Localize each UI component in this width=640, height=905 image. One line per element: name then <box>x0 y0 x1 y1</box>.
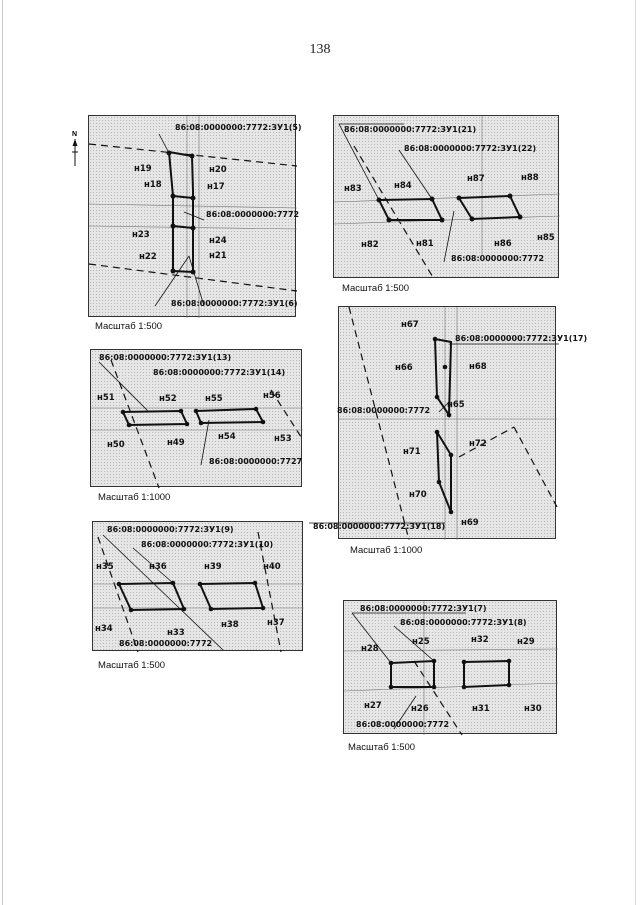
svg-text:н28: н28 <box>361 644 379 654</box>
svg-text:н82: н82 <box>361 240 379 250</box>
map-panel-6 <box>343 600 557 734</box>
svg-text:86:08:0000000:7772:ЗУ1(14): 86:08:0000000:7772:ЗУ1(14) <box>153 368 286 377</box>
svg-text:н49: н49 <box>167 438 185 448</box>
svg-text:н36: н36 <box>149 562 167 572</box>
svg-text:86:08:0000000:7772:ЗУ1(6): 86:08:0000000:7772:ЗУ1(6) <box>171 299 298 308</box>
map-5-scale: Масштаб 1:500 <box>98 660 166 671</box>
svg-text:н24: н24 <box>209 236 227 246</box>
map-3-drawing <box>91 350 303 488</box>
map-panel-1 <box>88 115 302 317</box>
svg-text:н51: н51 <box>97 393 115 403</box>
svg-text:н33: н33 <box>167 628 185 638</box>
svg-text:86:08:0000000:7772: 86:08:0000000:7772 <box>356 720 450 729</box>
svg-text:н52: н52 <box>159 394 177 404</box>
map-panel-5 <box>92 521 303 651</box>
svg-text:86:08:0000000:7772:ЗУ1(8): 86:08:0000000:7772:ЗУ1(8) <box>400 618 527 627</box>
north-arrow-icon <box>71 128 79 168</box>
svg-text:н50: н50 <box>107 440 125 450</box>
svg-text:н37: н37 <box>267 618 285 628</box>
svg-text:86:08:0000000:7772:ЗУ1(18): 86:08:0000000:7772:ЗУ1(18) <box>313 522 446 531</box>
svg-text:н19: н19 <box>134 164 152 174</box>
svg-text:86:08:0000000:7772:ЗУ1(13): 86:08:0000000:7772:ЗУ1(13) <box>99 353 232 362</box>
svg-text:н23: н23 <box>132 230 150 240</box>
map-6-drawing <box>344 601 558 735</box>
svg-text:н18: н18 <box>144 180 162 190</box>
svg-text:86:08:0000000:7772: 86:08:0000000:7772 <box>451 254 545 263</box>
svg-text:н69: н69 <box>461 518 479 528</box>
map-4-scale: Масштаб 1:1000 <box>350 545 423 556</box>
svg-text:86:08:0000000:7727: 86:08:0000000:7727 <box>209 457 303 466</box>
map-6-scale: Масштаб 1:500 <box>348 742 416 753</box>
svg-text:н26: н26 <box>411 704 429 714</box>
map-panel-2 <box>333 115 559 278</box>
svg-text:н66: н66 <box>395 363 413 373</box>
svg-text:н31: н31 <box>472 704 490 714</box>
svg-text:н40: н40 <box>263 562 281 572</box>
svg-text:н39: н39 <box>204 562 222 572</box>
svg-text:86:08:0000000:7772: 86:08:0000000:7772 <box>206 210 300 219</box>
svg-text:86:08:0000000:7772:ЗУ1(7): 86:08:0000000:7772:ЗУ1(7) <box>360 604 487 613</box>
svg-text:86:08:0000000:7772:ЗУ1(10): 86:08:0000000:7772:ЗУ1(10) <box>141 540 274 549</box>
svg-text:н35: н35 <box>96 562 114 572</box>
svg-text:н25: н25 <box>412 637 430 647</box>
svg-text:н71: н71 <box>403 447 421 457</box>
svg-text:н70: н70 <box>409 490 427 500</box>
svg-text:н86: н86 <box>494 239 512 249</box>
page-right-edge <box>635 0 636 905</box>
map-panel-3 <box>90 349 302 487</box>
svg-text:н67: н67 <box>401 320 419 330</box>
svg-text:н38: н38 <box>221 620 239 630</box>
svg-text:н54: н54 <box>218 432 236 442</box>
svg-text:н29: н29 <box>517 637 535 647</box>
svg-text:86:08:0000000:7772:ЗУ1(5): 86:08:0000000:7772:ЗУ1(5) <box>175 123 302 132</box>
svg-text:н27: н27 <box>364 701 382 711</box>
svg-text:86:08:0000000:7772: 86:08:0000000:7772 <box>337 406 431 415</box>
svg-text:86:08:0000000:7772: 86:08:0000000:7772 <box>119 639 213 648</box>
svg-text:н22: н22 <box>139 252 157 262</box>
map-4-drawing <box>313 307 588 540</box>
svg-text:н88: н88 <box>521 173 539 183</box>
svg-text:н72: н72 <box>469 439 487 449</box>
svg-text:н17: н17 <box>207 182 225 192</box>
page-left-edge <box>2 0 3 905</box>
svg-text:н30: н30 <box>524 704 542 714</box>
svg-text:н68: н68 <box>469 362 487 372</box>
map-1-drawing <box>89 116 302 318</box>
svg-text:н53: н53 <box>274 434 292 444</box>
map-5-drawing <box>93 522 304 652</box>
svg-text:86:08:0000000:7772:ЗУ1(9): 86:08:0000000:7772:ЗУ1(9) <box>107 525 234 534</box>
svg-text:н84: н84 <box>394 181 412 191</box>
svg-text:н83: н83 <box>344 184 362 194</box>
map-panel-4 <box>313 306 588 539</box>
svg-text:н21: н21 <box>209 251 227 261</box>
svg-text:N: N <box>72 131 78 138</box>
map-2-drawing <box>334 116 560 279</box>
svg-text:86:08:0000000:7772:ЗУ1(17): 86:08:0000000:7772:ЗУ1(17) <box>455 334 588 343</box>
svg-text:н32: н32 <box>471 635 489 645</box>
svg-text:н87: н87 <box>467 174 485 184</box>
svg-text:н55: н55 <box>205 394 223 404</box>
svg-text:н34: н34 <box>95 624 113 634</box>
map-3-scale: Масштаб 1:1000 <box>98 492 171 503</box>
svg-text:н65: н65 <box>447 400 465 410</box>
svg-text:н85: н85 <box>537 233 555 243</box>
svg-text:н56: н56 <box>263 391 281 401</box>
svg-text:86:08:0000000:7772:ЗУ1(21): 86:08:0000000:7772:ЗУ1(21) <box>344 125 477 134</box>
map-2-scale: Масштаб 1:500 <box>342 283 410 294</box>
map-1-scale: Масштаб 1:500 <box>95 321 163 332</box>
svg-text:н81: н81 <box>416 239 434 249</box>
svg-text:86:08:0000000:7772:ЗУ1(22): 86:08:0000000:7772:ЗУ1(22) <box>404 144 537 153</box>
svg-text:н20: н20 <box>209 165 227 175</box>
page-number: 138 <box>309 42 331 57</box>
